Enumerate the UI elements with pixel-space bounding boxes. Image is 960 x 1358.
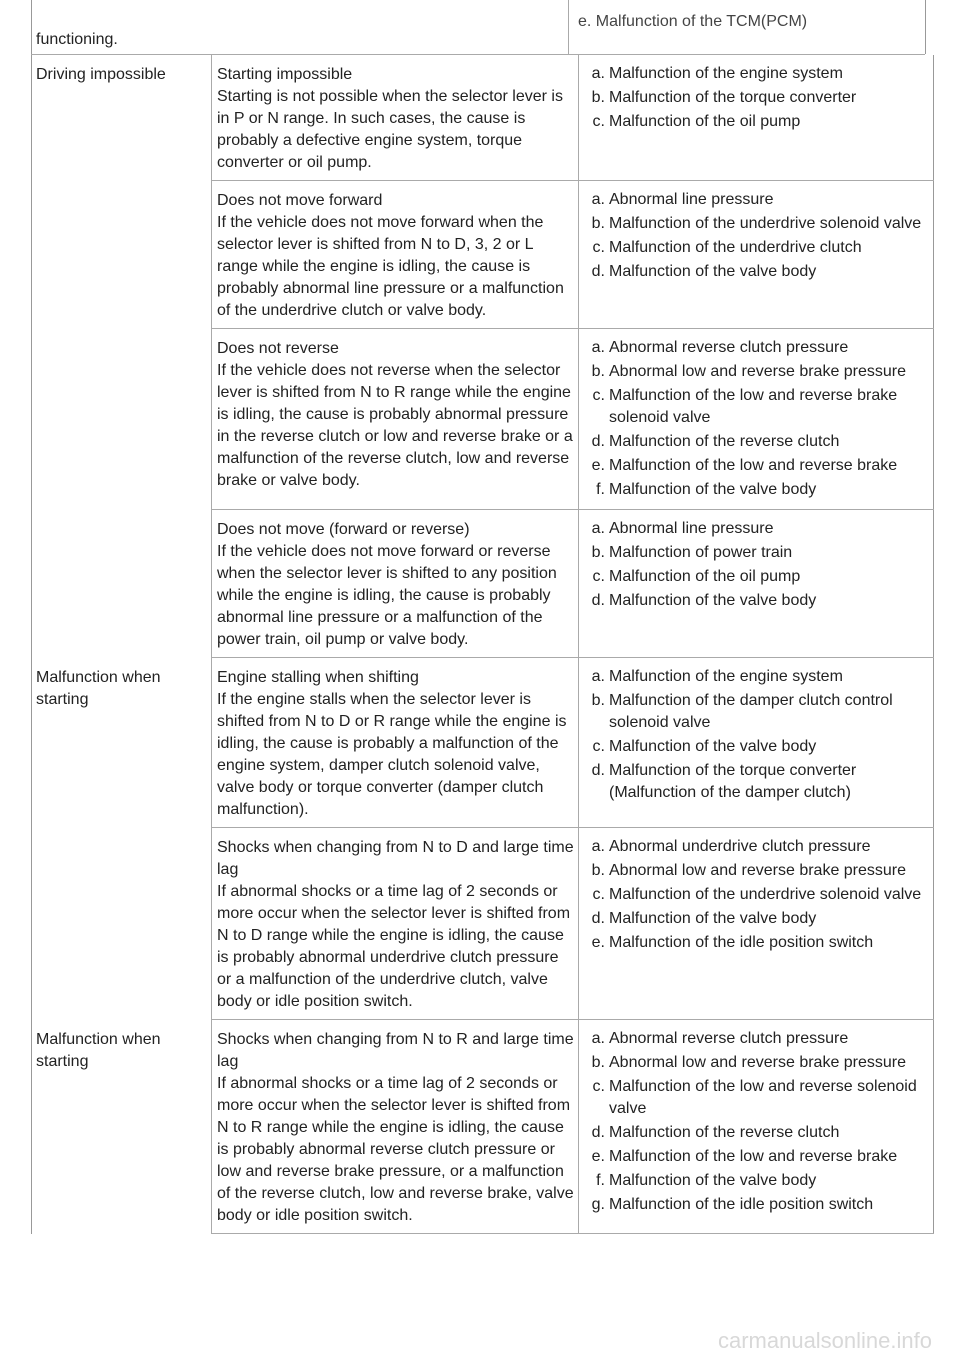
cause-item [589, 518, 929, 540]
cause-item [589, 479, 929, 501]
cause-item [589, 455, 929, 477]
cause-marker: a. [591, 1030, 605, 1047]
causes-list [589, 666, 929, 804]
causes-cell [579, 329, 934, 510]
cause-item [589, 736, 929, 758]
cause-marker: c. [592, 886, 605, 903]
continued-right-cell [568, 0, 926, 54]
cause-marker: e. [591, 1148, 605, 1165]
cause-marker: d. [591, 1124, 605, 1141]
troubleshooting-table [31, 55, 934, 1234]
cause-marker: a. [591, 520, 605, 537]
cause-item [589, 690, 929, 734]
condition-text: Shocks when changing from N to D and large time lag If abnormal shocks or a time lag of 2 seconds or more occur when the selector lever is shifted from N to D range while the engine is idling, the cause is probably abnormal underdrive clutch pressure or a malfunction of the underdrive clutch, valve body or idle position switch. [217, 839, 574, 1010]
cause-marker: a. [591, 191, 605, 208]
cause-item [589, 361, 929, 383]
causes-list [589, 836, 929, 954]
condition-cell [212, 828, 579, 1020]
cause-text: Malfunction of the underdrive solenoid valve [609, 886, 922, 903]
cause-marker: f. [596, 1172, 605, 1189]
cause-text: Malfunction of the valve body [609, 481, 817, 498]
cut-off-cause: e. Malfunction of the TCM(PCM) [578, 13, 808, 30]
cause-text: Abnormal low and reverse brake pressure [609, 363, 907, 380]
symptom-text: Malfunction when starting [36, 668, 161, 708]
cause-item [589, 385, 929, 429]
cause-item [589, 666, 929, 688]
watermark-text: carmanualsonline.info [717, 1328, 932, 1353]
cause-marker: e. [591, 457, 605, 474]
cause-text: Malfunction of the valve body [609, 263, 817, 280]
cause-item [589, 760, 929, 804]
cause-text: Malfunction of the low and reverse brake [609, 1148, 898, 1165]
symptom-cell [32, 55, 212, 658]
condition-cell [212, 55, 579, 181]
cause-text: Malfunction of the low and reverse solenoid valve [609, 1078, 917, 1117]
cause-marker: c. [592, 387, 605, 404]
cause-text: Malfunction of the underdrive clutch [609, 239, 862, 256]
condition-text: Does not reverse If the vehicle does not reverse when the selector lever is shifted from N to R range while the engine is idling, the cause is probably abnormal pressure in the reverse clutch or low and reverse brake or a malfunction of the reverse clutch, low and reverse brake or valve body. [217, 340, 573, 489]
cause-marker: d. [591, 910, 605, 927]
condition-text: Engine stalling when shifting If the engine stalls when the selector lever is shifted from N to D or R range while the engine is idling, the cause is probably a malfunction of the engine system, damper clutch solenoid valve, valve body or torque converter (damper clutch malfunction). [217, 669, 567, 818]
cause-text: Malfunction of the idle position switch [609, 1196, 874, 1213]
cause-text: Abnormal low and reverse brake pressure [609, 862, 907, 879]
cause-item [589, 1194, 929, 1216]
cause-marker: f. [596, 481, 605, 498]
condition-cell [212, 329, 579, 510]
cause-text: Abnormal low and reverse brake pressure [609, 1054, 907, 1071]
cause-marker: d. [591, 433, 605, 450]
cause-text: Abnormal line pressure [609, 191, 774, 208]
cause-text: Malfunction of the valve body [609, 738, 817, 755]
cause-text: Malfunction of the valve body [609, 592, 817, 609]
symptom-cell [32, 1020, 212, 1234]
table-row [32, 55, 934, 181]
cause-text: Malfunction of the reverse clutch [609, 433, 840, 450]
causes-cell [579, 1020, 934, 1234]
cause-text: Malfunction of the engine system [609, 668, 843, 685]
cause-text: Malfunction of the valve body [609, 1172, 817, 1189]
cause-text: Malfunction of the torque converter (Malfunction of the damper clutch) [609, 762, 857, 801]
cause-text: Abnormal reverse clutch pressure [609, 339, 849, 356]
cause-marker: a. [591, 339, 605, 356]
cause-marker: g. [591, 1196, 605, 1213]
cause-marker: c. [592, 568, 605, 585]
condition-text: Shocks when changing from N to R and large time lag If abnormal shocks or a time lag of 2 seconds or more occur when the selector lever is shifted from N to R range while the engine is idling, the cause is probably abnormal reverse clutch pressure or low and reverse brake pressure, or a malfunction of the reverse clutch, low and reverse brake, valve body or idle position switch. [217, 1031, 574, 1224]
cause-marker: d. [591, 263, 605, 280]
cause-marker: a. [591, 65, 605, 82]
cause-item [589, 836, 929, 858]
cause-item [589, 1146, 929, 1168]
condition-cell [212, 658, 579, 828]
causes-list [589, 1028, 929, 1216]
cause-text: Malfunction of the valve body [609, 910, 817, 927]
cause-text: Malfunction of the oil pump [609, 113, 801, 130]
cause-item [589, 87, 929, 109]
cause-item [589, 431, 929, 453]
symptom-cell [32, 658, 212, 1020]
cause-item [589, 63, 929, 85]
causes-cell [579, 510, 934, 658]
cause-text: Malfunction of the low and reverse brake solenoid valve [609, 387, 898, 426]
causes-cell [579, 181, 934, 329]
cause-item [589, 111, 929, 133]
cause-text: Malfunction of the oil pump [609, 568, 801, 585]
cause-marker: c. [592, 239, 605, 256]
cause-item [589, 932, 929, 954]
cause-marker: b. [591, 692, 605, 709]
cause-text: Malfunction of the idle position switch [609, 934, 874, 951]
cause-item [589, 337, 929, 359]
cause-item [589, 566, 929, 588]
cause-marker: c. [592, 738, 605, 755]
cause-text: Malfunction of the low and reverse brake [609, 457, 898, 474]
cause-item [589, 542, 929, 564]
cause-marker: d. [591, 762, 605, 779]
cause-item [589, 213, 929, 235]
causes-cell [579, 828, 934, 1020]
cause-text: Malfunction of the reverse clutch [609, 1124, 840, 1141]
condition-cell [212, 510, 579, 658]
cause-marker: e. [591, 934, 605, 951]
cause-item [589, 261, 929, 283]
continued-row [31, 0, 925, 55]
cause-marker: b. [591, 363, 605, 380]
causes-list [589, 337, 929, 501]
symptom-text: Malfunction when starting [36, 1030, 161, 1070]
condition-text: Starting impossible Starting is not possible when the selector lever is in P or N range. In such cases, the cause is probably a defective engine system, torque converter or oil pump. [217, 66, 563, 171]
cause-marker: a. [591, 668, 605, 685]
cause-item [589, 1076, 929, 1120]
cause-item [589, 1052, 929, 1074]
causes-list [589, 518, 929, 612]
cause-text: Abnormal line pressure [609, 520, 774, 537]
cause-text: Abnormal underdrive clutch pressure [609, 838, 871, 855]
cause-marker: c. [592, 113, 605, 130]
cause-marker: b. [591, 544, 605, 561]
causes-cell [579, 658, 934, 828]
cause-item [589, 908, 929, 930]
cause-item [589, 884, 929, 906]
cause-item [589, 1170, 929, 1192]
troubleshooting-sheet [31, 0, 925, 1234]
cause-marker: b. [591, 1054, 605, 1071]
cause-item [589, 590, 929, 612]
cause-marker: d. [591, 592, 605, 609]
table-row [32, 1020, 934, 1234]
cause-item [589, 1122, 929, 1144]
continued-left-cell [31, 0, 569, 54]
condition-text: Does not move (forward or reverse) If the vehicle does not move forward or reverse when the selector lever is shifted to any position while the engine is idling, the cause is probably abnormal line pressure or a malfunction of the power train, oil pump or valve body. [217, 521, 557, 648]
cause-marker: c. [592, 1078, 605, 1095]
condition-cell [212, 181, 579, 329]
condition-text: Does not move forward If the vehicle does not move forward when the selector lever is shifted from N to D, 3, 2 or L range while the engine is idling, the cause is probably abnormal line pressure or a malfunction of the underdrive clutch or valve body. [217, 192, 564, 319]
continued-text: functioning. [36, 31, 118, 48]
cause-text: Malfunction of the damper clutch control solenoid valve [609, 692, 893, 731]
cause-item [589, 237, 929, 259]
cause-text: Malfunction of the underdrive solenoid valve [609, 215, 922, 232]
cause-marker: b. [591, 89, 605, 106]
cause-text: Abnormal reverse clutch pressure [609, 1030, 849, 1047]
symptom-text: Driving impossible [36, 66, 166, 83]
cause-item [589, 189, 929, 211]
causes-list [589, 189, 929, 283]
cause-item [589, 860, 929, 882]
cause-marker: b. [591, 215, 605, 232]
table-row [32, 658, 934, 828]
cause-text: Malfunction of power train [609, 544, 793, 561]
cause-text: Malfunction of the torque converter [609, 89, 857, 106]
cause-item [589, 1028, 929, 1050]
causes-list [589, 63, 929, 133]
cause-marker: b. [591, 862, 605, 879]
causes-cell [579, 55, 934, 181]
condition-cell [212, 1020, 579, 1234]
cause-text: Malfunction of the engine system [609, 65, 843, 82]
cause-marker: a. [591, 838, 605, 855]
